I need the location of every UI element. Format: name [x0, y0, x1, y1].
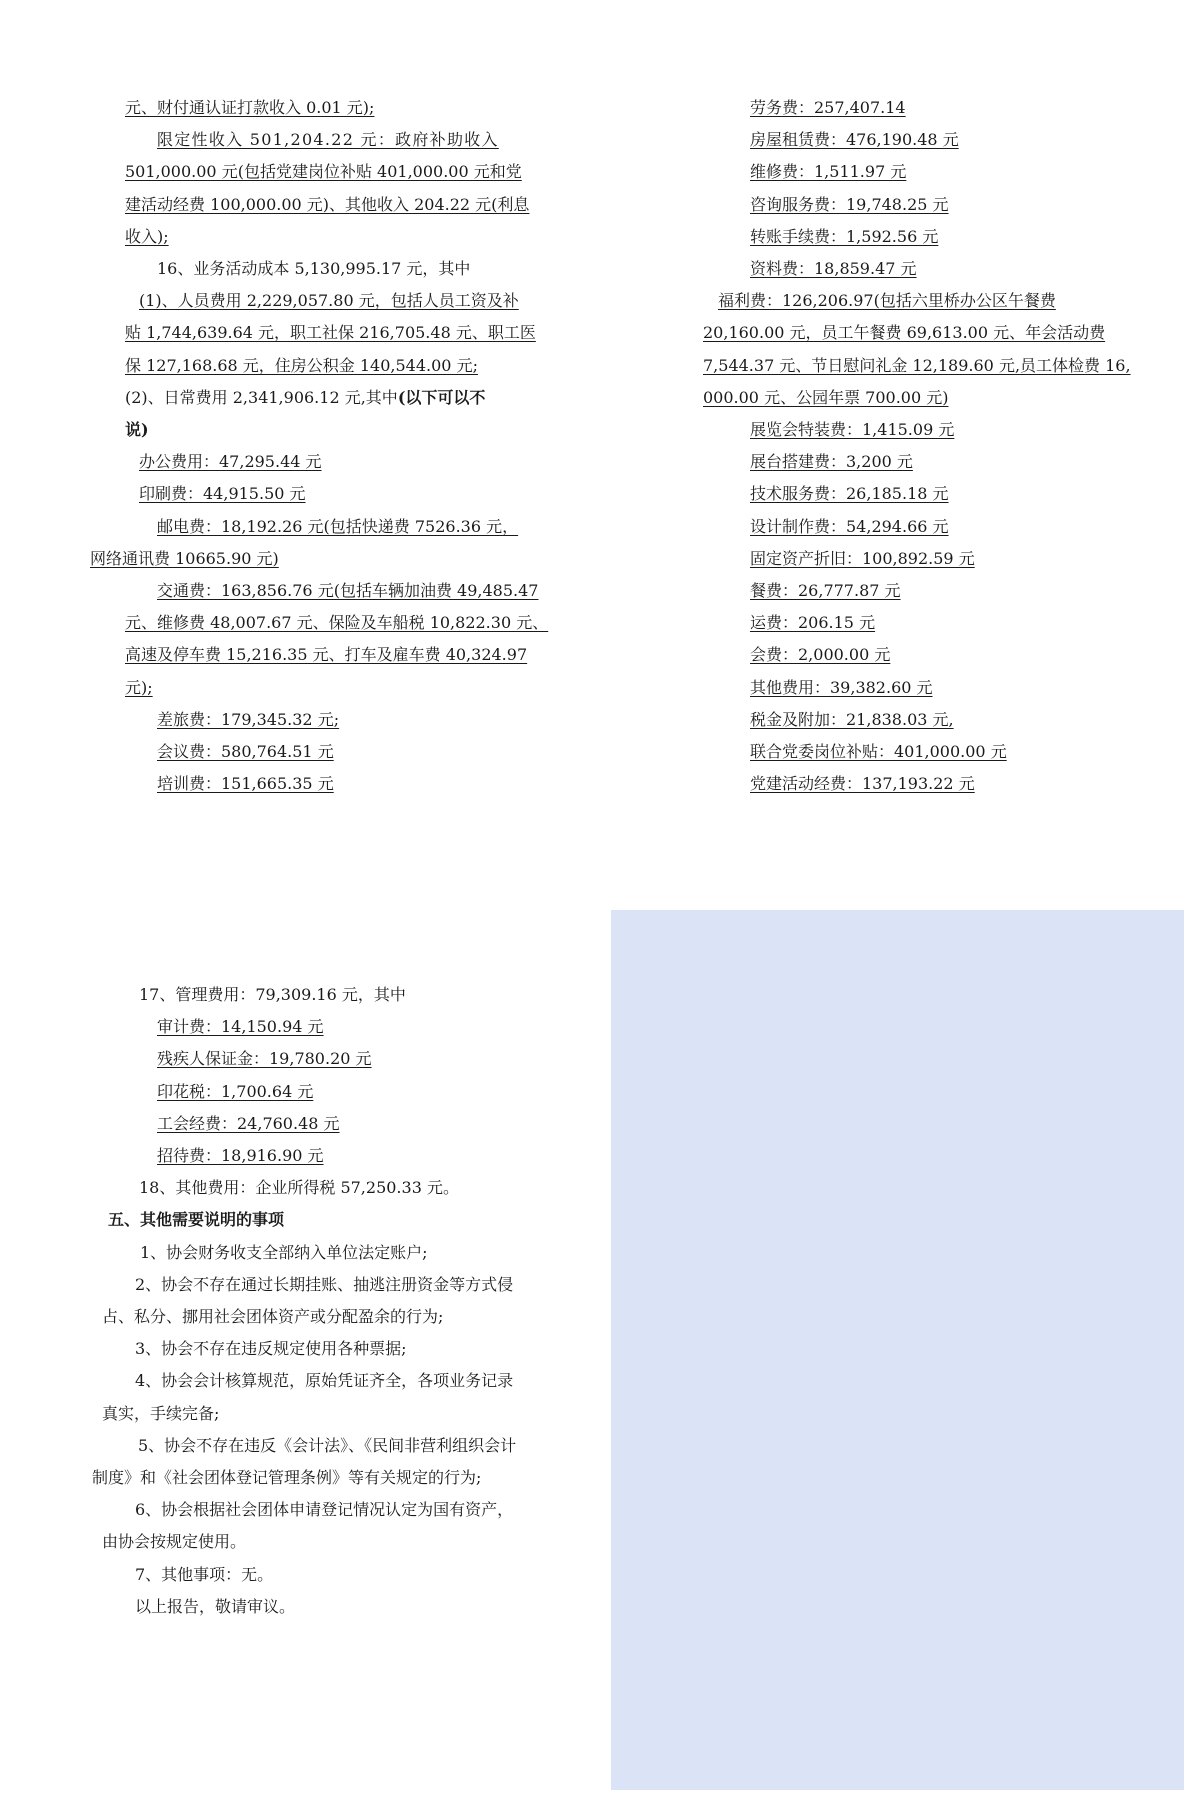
text-line: 展台搭建费：3,200 元 [750, 452, 913, 472]
text-line: 元); [125, 677, 153, 697]
text-line: 由协会按规定使用。 [102, 1532, 247, 1552]
text-line: 7,544.37 元、节日慰问礼金 12,189.60 元,员工体检费 16, [703, 355, 1131, 375]
bottom-text-column [90, 979, 530, 1623]
text-line: 招待费：18,916.90 元 [157, 1146, 324, 1166]
text-line: 以上报告，敬请审议。 [135, 1596, 296, 1616]
text-line: 五、其他需要说明的事项 [108, 1210, 285, 1230]
text-line: 4、协会会计核算规范，原始凭证齐全，各项业务记录 [135, 1371, 514, 1391]
text-line: 3、协会不存在违反规定使用各种票据; [135, 1339, 407, 1359]
text-line: 交通费：163,856.76 元(包括车辆加油费 49,485.47 [157, 581, 539, 601]
text-line: 1、协会财务收支全部纳入单位法定账户; [140, 1242, 428, 1262]
right-text-column [683, 92, 1131, 800]
text-line: 保 127,168.68 元，住房公积金 140,544.00 元; [125, 355, 478, 375]
text-line: 真实，手续完备; [102, 1403, 220, 1423]
text-line: 技术服务费：26,185.18 元 [750, 484, 949, 504]
text-line: 印花税：1,700.64 元 [157, 1081, 314, 1101]
text-line: 餐费：26,777.87 元 [750, 581, 901, 601]
text-line: 审计费：14,150.94 元 [157, 1017, 324, 1037]
text-line: 建活动经费 100,000.00 元)、其他收入 204.22 元(利息 [125, 194, 530, 214]
text-line: 差旅费：179,345.32 元; [157, 709, 340, 729]
text-line: 7、其他事项：无。 [135, 1564, 274, 1584]
text-line: 资料费：18,859.47 元 [750, 259, 917, 279]
text-line: 收入); [125, 226, 169, 246]
text-line: 501,000.00 元(包括党建岗位补贴 401,000.00 元和党 [125, 162, 522, 182]
text-line: 会议费：580,764.51 元 [157, 742, 334, 762]
text-line: 联合党委岗位补贴：401,000.00 元 [750, 742, 1007, 762]
text-line: (1)、人员费用 2,229,057.80 元，包括人员工资及补 [139, 291, 519, 311]
text-line: 福利费：126,206.97(包括六里桥办公区午餐费 [718, 291, 1056, 311]
text-line: 网络通讯费 10665.90 元) [90, 548, 279, 568]
text-line: 贴 1,744,639.64 元，职工社保 216,705.48 元、职工医 [125, 323, 536, 343]
text-line: 党建活动经费：137,193.22 元 [750, 774, 975, 794]
text-line: 房屋租赁费：476,190.48 元 [750, 130, 959, 150]
text-line: 2、协会不存在通过长期挂账、抽逃注册资金等方式侵 [135, 1274, 514, 1294]
text-line: 设计制作费：54,294.66 元 [750, 516, 949, 536]
text-line: 运费：206.15 元 [750, 613, 876, 633]
text-line: 办公费用：47,295.44 元 [139, 452, 322, 472]
text-line: 元、财付通认证打款收入 0.01 元); [125, 98, 375, 117]
text-line: 转账手续费：1,592.56 元 [750, 226, 939, 246]
blue-background-panel [611, 910, 1184, 1790]
text-line: 咨询服务费：19,748.25 元 [750, 194, 949, 214]
text-line: 限定性收入 501,204.22 元：政府补助收入 [157, 130, 499, 150]
text-line: 高速及停车费 15,216.35 元、打车及雇车费 40,324.97 [125, 645, 528, 665]
text-line: 占、私分、挪用社会团体资产或分配盈余的行为; [102, 1307, 444, 1327]
left-text-column [90, 92, 549, 800]
text-line: (2)、日常费用 2,341,906.12 元,其中(以下可以不 [125, 387, 486, 407]
text-line: 18、其他费用：企业所得税 57,250.33 元。 [139, 1178, 459, 1198]
text-line: 20,160.00 元，员工午餐费 69,613.00 元、年会活动费 [703, 323, 1106, 343]
text-line: 5、协会不存在违反《会计法》、《民间非营利组织会计 [138, 1435, 517, 1455]
text-line: 邮电费：18,192.26 元(包括快递费 7526.36 元， [157, 516, 519, 536]
text-line: 印刷费：44,915.50 元 [139, 484, 306, 504]
text-line: 其他费用：39,382.60 元 [750, 677, 933, 697]
text-line: 培训费：151,665.35 元 [157, 774, 334, 794]
text-line: 展览会特装费：1,415.09 元 [750, 420, 955, 440]
text-line: 税金及附加：21,838.03 元, [750, 709, 954, 729]
text-line: 说) [125, 420, 149, 440]
text-line: 000.00 元、公园年票 700.00 元) [703, 387, 949, 407]
text-line: 劳务费：257,407.14 [750, 98, 906, 117]
text-line: 6、协会根据社会团体申请登记情况认定为国有资产， [135, 1500, 514, 1520]
text-line: 17、管理费用：79,309.16 元，其中 [139, 985, 406, 1004]
text-line: 会费：2,000.00 元 [750, 645, 891, 665]
text-line: 残疾人保证金：19,780.20 元 [157, 1049, 372, 1069]
text-line: 16、业务活动成本 5,130,995.17 元，其中 [157, 259, 471, 279]
text-line: 固定资产折旧：100,892.59 元 [750, 548, 975, 568]
text-line: 制度》和《社会团体登记管理条例》等有关规定的行为; [92, 1468, 482, 1488]
text-line: 维修费：1,511.97 元 [750, 162, 907, 182]
text-line: 工会经费：24,760.48 元 [157, 1113, 340, 1133]
text-line: 元、维修费 48,007.67 元、保险及车船税 10,822.30 元、 [125, 613, 549, 633]
